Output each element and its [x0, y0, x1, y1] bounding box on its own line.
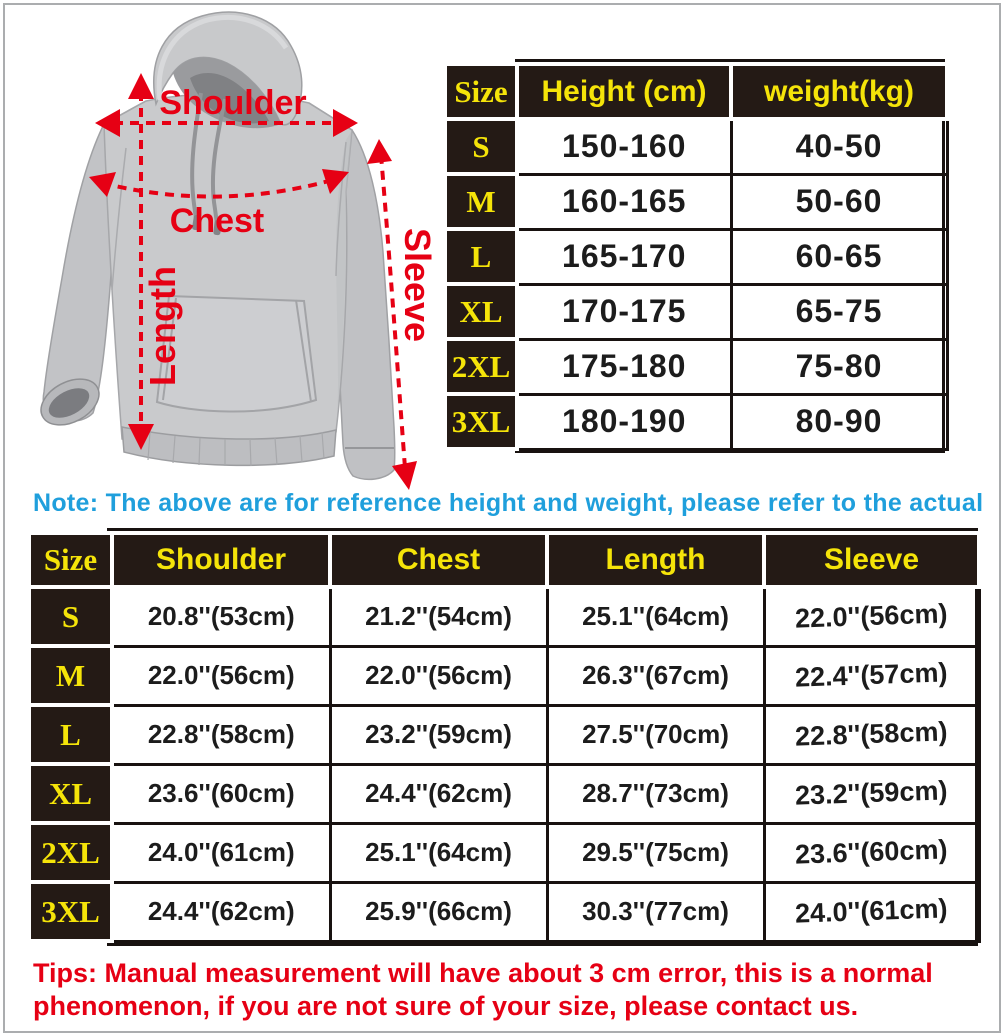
sleeve-value: 24.0''(61cm) — [794, 893, 949, 929]
size-cell: L — [29, 705, 112, 764]
length-cell: 26.3''(67cm) — [547, 646, 764, 705]
weight-cell: 65-75 — [731, 284, 947, 339]
table-row — [29, 587, 979, 646]
height-header: Height (cm) — [517, 64, 731, 119]
size-cell: XL — [445, 284, 517, 339]
height-weight-table — [443, 62, 949, 451]
shoulder-cell: 22.0''(56cm) — [112, 646, 330, 705]
measurements-table — [27, 531, 981, 943]
note-text: Note: The above are for reference height and weight, please refer to the actual — [33, 489, 984, 517]
size-cell: S — [445, 119, 517, 174]
sleeve-value: 23.2''(59cm) — [794, 775, 949, 811]
length-cell: 29.5''(75cm) — [547, 823, 764, 882]
chest-cell: 21.2''(54cm) — [330, 587, 547, 646]
table-row — [29, 764, 979, 823]
length-cell: 27.5''(70cm) — [547, 705, 764, 764]
height-cell: 165-170 — [517, 229, 731, 284]
sleeve-header: Sleeve — [764, 533, 979, 587]
shoulder-cell: 24.0''(61cm) — [112, 823, 330, 882]
weight-cell: 40-50 — [731, 119, 947, 174]
sleeve-label: Sleeve — [397, 227, 438, 343]
length-label: Length — [142, 266, 183, 386]
chest-cell: 24.4''(62cm) — [330, 764, 547, 823]
sleeve-cell — [764, 764, 979, 823]
sleeve-cell — [764, 587, 979, 646]
size-cell: M — [445, 174, 517, 229]
size-cell: L — [445, 229, 517, 284]
table-row — [445, 284, 947, 339]
table-header-row — [445, 64, 947, 119]
chest-cell: 25.1''(64cm) — [330, 823, 547, 882]
table-row — [29, 882, 979, 941]
size-cell: 3XL — [445, 394, 517, 449]
chest-cell: 23.2''(59cm) — [330, 705, 547, 764]
chest-cell: 25.9''(66cm) — [330, 882, 547, 941]
sleeve-cell — [764, 882, 979, 941]
sleeve-value: 22.4''(57cm) — [794, 657, 949, 693]
shoulder-header: Shoulder — [112, 533, 330, 587]
shoulder-label: Shoulder — [159, 84, 307, 122]
size-header: Size — [29, 533, 112, 587]
table-row — [445, 339, 947, 394]
weight-cell: 60-65 — [731, 229, 947, 284]
table-row — [445, 394, 947, 449]
chest-label: Chest — [169, 202, 265, 240]
length-cell: 30.3''(77cm) — [547, 882, 764, 941]
hoodie-photo — [0, 0, 455, 492]
chest-cell: 22.0''(56cm) — [330, 646, 547, 705]
height-cell: 150-160 — [517, 119, 731, 174]
weight-cell: 50-60 — [731, 174, 947, 229]
sleeve-value: 22.0''(56cm) — [794, 598, 949, 634]
sleeve-value: 22.8''(58cm) — [794, 716, 949, 752]
weight-cell: 75-80 — [731, 339, 947, 394]
table-header-row — [29, 533, 979, 587]
weight-cell: 80-90 — [731, 394, 947, 449]
table-row — [445, 229, 947, 284]
sleeve-value: 23.6''(60cm) — [794, 834, 949, 870]
height-cell: 180-190 — [517, 394, 731, 449]
length-header: Length — [547, 533, 764, 587]
sleeve-cell — [764, 823, 979, 882]
height-cell: 175-180 — [517, 339, 731, 394]
size-cell: 2XL — [445, 339, 517, 394]
table-row — [29, 646, 979, 705]
shoulder-cell: 22.8''(58cm) — [112, 705, 330, 764]
chest-header: Chest — [330, 533, 547, 587]
height-cell: 170-175 — [517, 284, 731, 339]
table-row — [445, 119, 947, 174]
length-cell: 28.7''(73cm) — [547, 764, 764, 823]
size-cell: M — [29, 646, 112, 705]
size-header: Size — [445, 64, 517, 119]
table-row — [445, 174, 947, 229]
sleeve-cell — [764, 646, 979, 705]
shoulder-cell: 23.6''(60cm) — [112, 764, 330, 823]
table-row — [29, 823, 979, 882]
table-row — [29, 705, 979, 764]
shoulder-cell: 20.8''(53cm) — [112, 587, 330, 646]
shoulder-cell: 24.4''(62cm) — [112, 882, 330, 941]
size-cell: S — [29, 587, 112, 646]
length-cell: 25.1''(64cm) — [547, 587, 764, 646]
weight-header: weight(kg) — [731, 64, 947, 119]
sleeve-cell — [764, 705, 979, 764]
height-cell: 160-165 — [517, 174, 731, 229]
tips-text: Tips: Manual measurement will have about 3 cm error, this is a normal phenomenon, if you are not sure of your size, please contact us. — [33, 958, 933, 1021]
size-cell: 3XL — [29, 882, 112, 941]
size-cell: 2XL — [29, 823, 112, 882]
size-cell: XL — [29, 764, 112, 823]
